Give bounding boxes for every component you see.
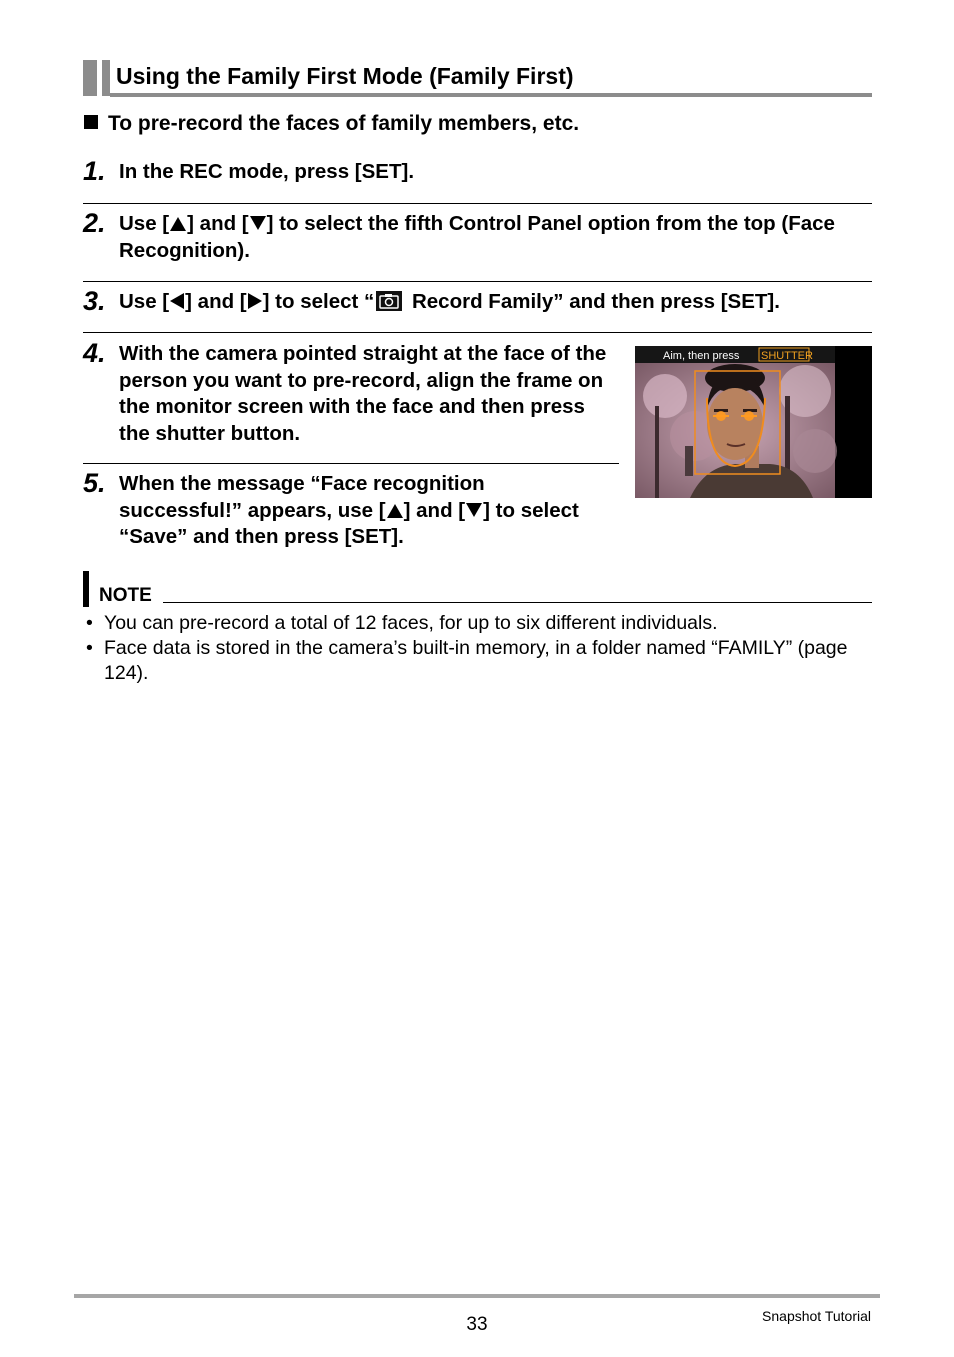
subheading-text: To pre-record the faces of family members, etc. (108, 112, 580, 135)
footer-line (74, 1294, 880, 1298)
left-arrow-icon (170, 293, 184, 309)
up-arrow-icon (170, 217, 186, 231)
note-label: NOTE (99, 585, 152, 606)
step-divider (83, 463, 619, 464)
note-line (163, 602, 872, 603)
photo-overlay-text: Aim, then press (663, 350, 740, 362)
camera-icon (376, 291, 402, 311)
note-bullet-1: • You can pre-record a total of 12 faces, for up to six different individuals. (86, 612, 718, 634)
step-1-number: 1. (83, 156, 106, 186)
square-bullet-icon (84, 115, 98, 129)
step-3-number: 3. (83, 286, 106, 316)
right-arrow-icon (248, 293, 262, 309)
step-1-text: In the REC mode, press [SET]. (119, 160, 415, 183)
step-2-number: 2. (83, 208, 106, 238)
step-4-number: 4. (83, 338, 106, 368)
heading-bar-right (102, 60, 110, 96)
heading-bar-left (83, 60, 97, 96)
up-arrow-icon (387, 504, 403, 518)
page-number: 33 (466, 1314, 488, 1335)
step-5-text: When the message “Face recognition successful!” appears, use [ ] and [ ] to select “Save” and then press [SET]. (119, 472, 579, 548)
step-divider (83, 332, 872, 333)
subheading (84, 111, 579, 137)
step-divider (83, 281, 872, 282)
down-arrow-icon (250, 216, 266, 230)
footer-section-name: Snapshot Tutorial (762, 1308, 871, 1324)
note-bullet-2: • Face data is stored in the camera’s built-in memory, in a folder named “FAMILY” (page 124). (86, 637, 848, 684)
heading-underline (110, 93, 872, 97)
camera-monitor-photo (635, 346, 872, 498)
note-bar (83, 571, 89, 607)
step-5-number: 5. (83, 468, 106, 498)
down-arrow-icon (466, 503, 482, 517)
photo-overlay-highlight: SHUTTER (761, 350, 813, 362)
step-2-text: Use [ ] and [ ] to select the fifth Control Panel option from the top (Face Recognition). (119, 212, 835, 262)
step-4-text: With the camera pointed straight at the face of the person you want to pre-record, align the frame on the monitor screen with the face and then press the shutter button. (119, 342, 607, 445)
section-title: Using the Family First Mode (Family First) (116, 63, 574, 89)
step-divider (83, 203, 872, 204)
step-3-text: Use [ ] and [ ] to select “ Record Family” and then press [SET]. (119, 290, 780, 313)
